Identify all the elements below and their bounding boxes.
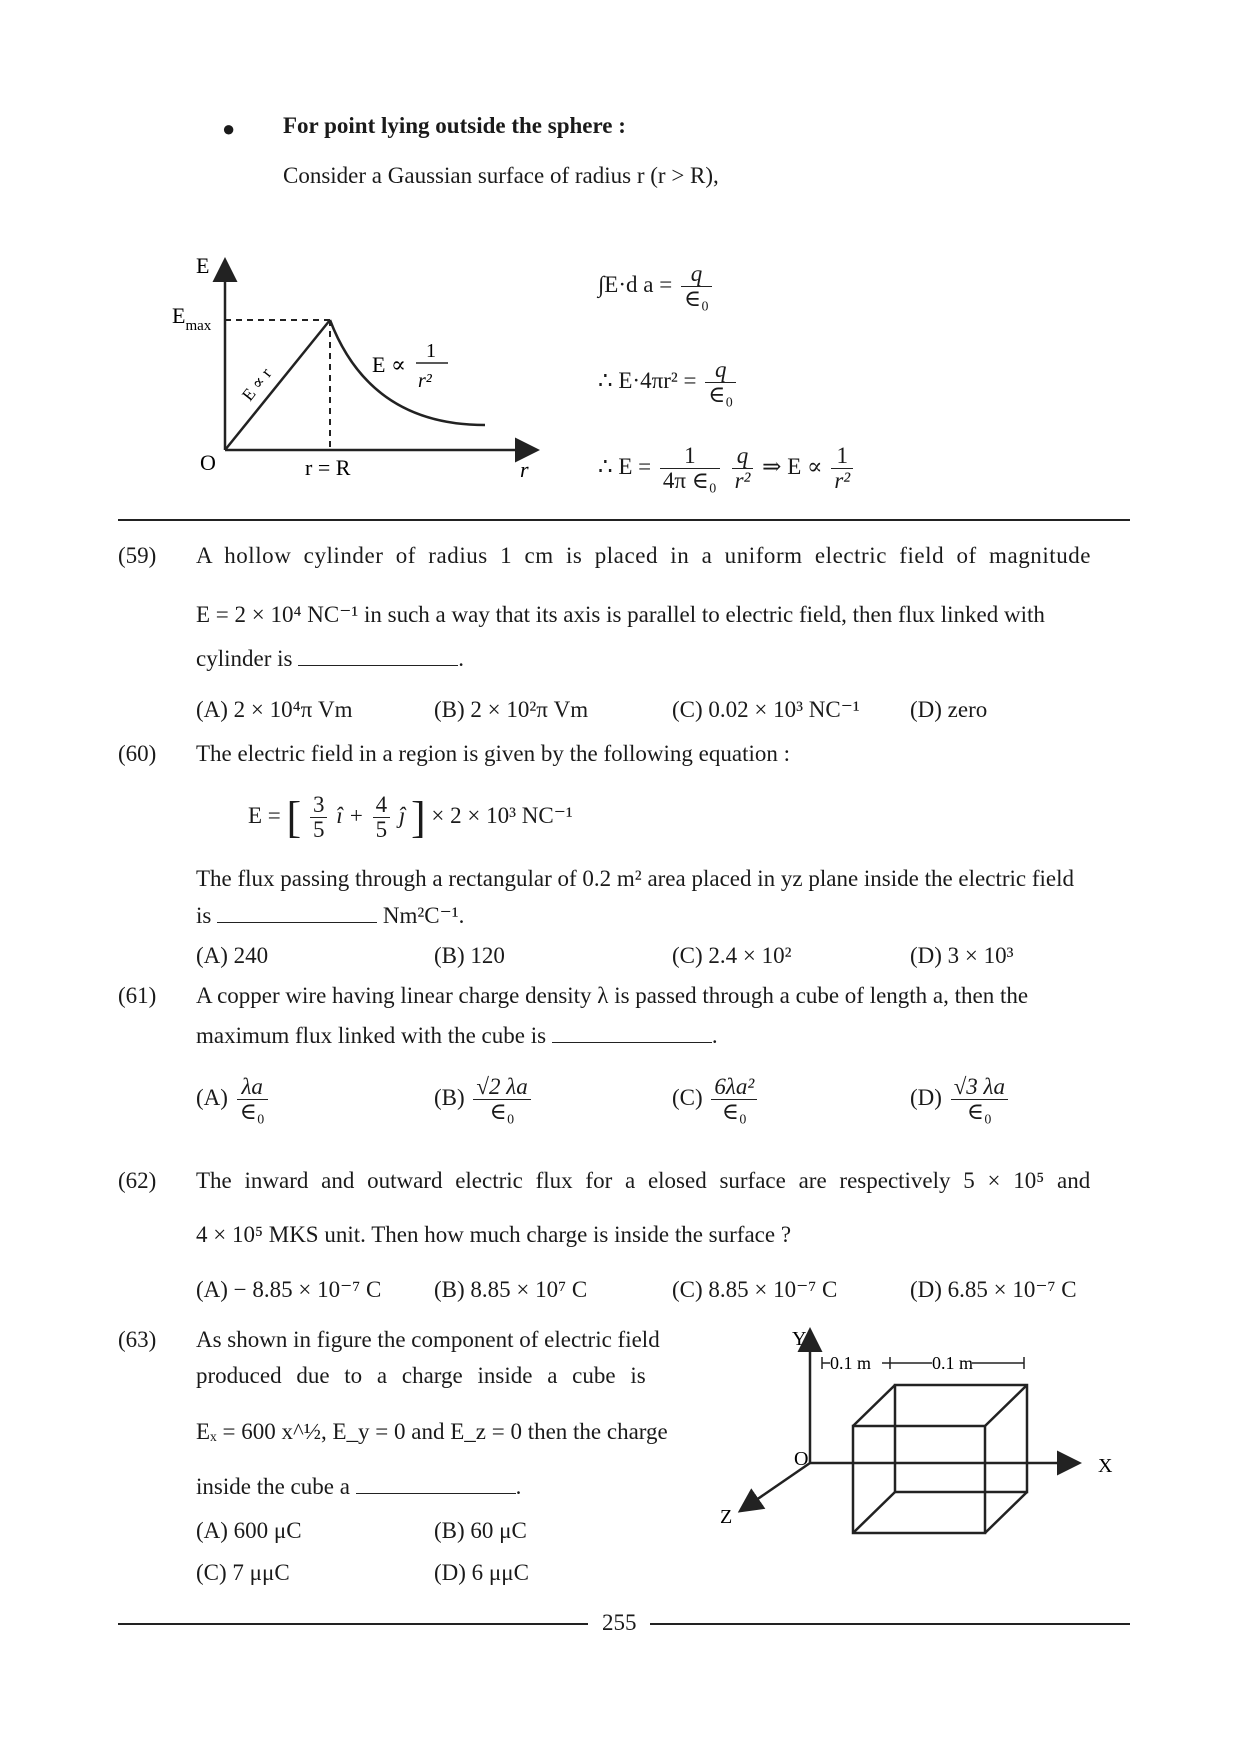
q63-line4: inside the cube a . xyxy=(196,1474,522,1499)
origin-label: O xyxy=(200,450,216,475)
cube-back-face xyxy=(895,1385,1027,1492)
q59-line2: E = 2 × 10⁴ NC⁻¹ in such a way that its axis is parallel to electric field, then flux linked with xyxy=(196,602,1045,627)
q62-option-c: (C) 8.85 × 10⁻⁷ C xyxy=(672,1277,838,1302)
q61-option-b: (B) $\frac{√2 \lambda a}{\text{∈₀}}$ xyxy=(434,1075,534,1124)
q62-option-d: (D) 6.85 × 10⁻⁷ C xyxy=(910,1277,1077,1302)
q62-line2: 4 × 10⁵ MKS unit. Then how much charge is inside the surface ? xyxy=(196,1222,792,1247)
derivation-eq2: ∴ E·4πr² = $\frac{q}{\text{∈₀}}$ xyxy=(598,358,739,407)
answer-blank xyxy=(298,665,458,666)
q60-equation: E = [ $\frac{3}{5}$ î + $\frac{4}{5}$ ĵ ] × 2 × 10³ NC⁻¹ xyxy=(248,791,573,842)
rR-label: r = R xyxy=(305,455,351,480)
footer-rule-left xyxy=(118,1623,588,1625)
y-axis-label: E xyxy=(196,253,210,278)
q60-option-d: (D) 3 × 10³ xyxy=(910,943,1014,968)
page-number: 255 xyxy=(602,1610,637,1635)
q60-option-a: (A) 240 xyxy=(196,943,269,968)
q62-option-b: (B) 8.85 × 10⁷ C xyxy=(434,1277,588,1302)
linear-label: E ∝ r xyxy=(238,364,276,405)
field-graph xyxy=(150,245,570,490)
emax-label: $E_{max}$ xyxy=(172,303,212,334)
bullet: ● xyxy=(222,116,236,141)
x-axis-label: r xyxy=(520,457,529,482)
q63-option-d: (D) 6 μμC xyxy=(434,1560,529,1585)
q59-option-b: (B) 2 × 10²π Vm xyxy=(434,697,589,722)
linear-segment xyxy=(225,320,330,450)
q59-option-d: (D) zero xyxy=(910,697,988,722)
inverse-num: 1 xyxy=(426,340,436,362)
inverse-label: E ∝ xyxy=(372,352,406,377)
q63-line1: As shown in figure the component of electric field xyxy=(196,1327,660,1352)
q63-line3: Eₓ = 600 x^½, E_y = 0 and E_z = 0 then the charge xyxy=(196,1419,668,1444)
q61-line2: maximum flux linked with the cube is . xyxy=(196,1023,718,1048)
derivation-eq1: ∫E·d a = $\frac{q}{\text{∈₀}}$ xyxy=(598,262,715,311)
q60-line3: is Nm²C⁻¹. xyxy=(196,903,465,928)
q59-option-a: (A) 2 × 10⁴π Vm xyxy=(196,697,353,722)
q62-option-a: (A) − 8.85 × 10⁻⁷ C xyxy=(196,1277,382,1302)
q61-option-c: (C) $\frac{\text{6λa²}}{\text{∈₀}}$ xyxy=(672,1075,760,1124)
inverse-curve xyxy=(330,320,485,425)
question-number: (63) xyxy=(118,1327,157,1352)
dim-label-2: 0.1 m xyxy=(932,1353,974,1373)
q60-line2: The flux passing through a rectangular of 0.2 m² area placed in yz plane inside the electric field xyxy=(196,866,1074,891)
q63-option-b: (B) 60 μC xyxy=(434,1518,527,1543)
cube-front-face xyxy=(853,1426,985,1533)
q63-option-a: (A) 600 μC xyxy=(196,1518,302,1543)
answer-blank xyxy=(356,1493,516,1494)
q61-line1: A copper wire having linear charge density λ is passed through a cube of length a, then the xyxy=(196,983,1029,1008)
section-heading: For point lying outside the sphere : xyxy=(283,113,626,138)
origin-label: O xyxy=(794,1448,809,1470)
x-label: X xyxy=(1098,1455,1113,1477)
question-number: (60) xyxy=(118,741,157,766)
q61-option-d: (D) $\frac{√3 \lambda a}{\text{∈₀}}$ xyxy=(910,1075,1011,1124)
y-label: Y xyxy=(792,1328,807,1350)
q62-line1: The inward and outward electric flux for a elosed surface are respectively 5 × 10⁵ and xyxy=(196,1168,1091,1193)
q59-option-c: (C) 0.02 × 10³ NC⁻¹ xyxy=(672,697,860,722)
inverse-den: r² xyxy=(418,370,432,392)
question-number: (59) xyxy=(118,543,157,568)
answer-blank xyxy=(552,1042,712,1043)
z-label: Z xyxy=(720,1506,733,1528)
answer-blank xyxy=(217,922,377,923)
question-number: (61) xyxy=(118,983,157,1008)
derivation-eq3: ∴ E = $\frac{1}{\text{4π ∈₀}}$ $\frac{q}{\text{r²}}$ ⇒ E ∝ $\frac{1}{\text{r²}}$ xyxy=(598,444,856,493)
intro-line: Consider a Gaussian surface of radius r (r > R), xyxy=(283,163,719,188)
top-divider xyxy=(118,519,1130,521)
question-number: (62) xyxy=(118,1168,157,1193)
q60-option-b: (B) 120 xyxy=(434,943,505,968)
q59-line3: cylinder is . xyxy=(196,646,464,671)
q59-line1: A hollow cylinder of radius 1 cm is placed in a uniform electric field of magnitude xyxy=(196,543,1092,568)
q63-option-c: (C) 7 μμC xyxy=(196,1560,290,1585)
cube-figure xyxy=(710,1325,1130,1550)
footer-rule-right xyxy=(650,1623,1130,1625)
q60-line1: The electric field in a region is given by the following equation : xyxy=(196,741,790,766)
q60-option-c: (C) 2.4 × 10² xyxy=(672,943,792,968)
dim-label-1: 0.1 m xyxy=(830,1353,872,1373)
q61-option-a: (A) $\frac{\lambda a}{\text{∈₀}}$ xyxy=(196,1075,271,1124)
q63-line2: produced due to a charge inside a cube is xyxy=(196,1363,646,1388)
